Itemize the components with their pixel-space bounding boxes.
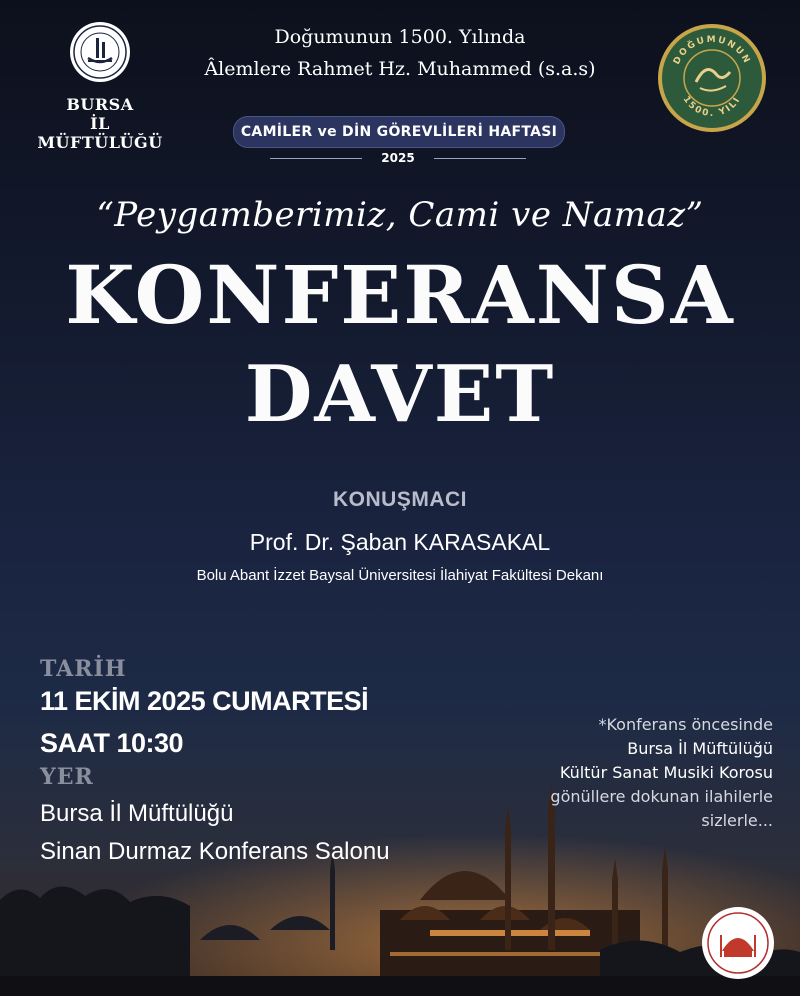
title-line1: KONFERANSA: [65, 248, 735, 342]
note-line2: Bursa İl Müftülüğü: [627, 739, 773, 758]
divider: [434, 158, 526, 159]
diyanet-logo-icon: [68, 20, 132, 84]
title-line2: DAVET: [244, 349, 556, 440]
event-date: 11 EKİM 2025 CUMARTESİ: [40, 686, 369, 716]
heading-line1: Doğumunun 1500. Yılında: [274, 26, 526, 48]
muftuluk-name-line2: İL MÜFTÜLÜĞÜ: [37, 114, 163, 152]
badge-top-text: DOĞUMUNUN: [671, 34, 753, 67]
muftuluk-name-line1: BURSA: [66, 95, 134, 114]
speaker-label: KONUŞMACI: [333, 488, 467, 511]
week-seal-icon: [700, 905, 776, 981]
event-place-line2: Sinan Durmaz Konferans Salonu: [40, 838, 390, 865]
place-label: YER: [40, 764, 94, 790]
subtitle-quote: “Peygamberimiz, Cami ve Namaz”: [96, 195, 704, 235]
note-line3: Kültür Sanat Musiki Korosu: [559, 763, 773, 782]
anniversary-badge-icon: [656, 22, 768, 134]
event-time: SAAT 10:30: [40, 728, 184, 758]
note-line4: gönüllere dokunan ilahilerle: [550, 787, 773, 806]
speaker-name: Prof. Dr. Şaban KARASAKAL: [249, 529, 551, 555]
note-line1: *Konferans öncesinde: [598, 715, 773, 734]
muftuluk-name: [30, 95, 170, 152]
speaker-affiliation: Bolu Abant İzzet Baysal Üniversitesi İlahiyat Fakültesi Dekanı: [196, 567, 604, 584]
week-year: 2025: [381, 151, 415, 165]
badge-bottom-text: 1500. YILI: [680, 94, 744, 120]
event-place-line1: Bursa İl Müftülüğü: [40, 800, 234, 827]
date-label: TARİH: [40, 656, 127, 682]
week-title-pill: CAMİLER ve DİN GÖREVLİLERİ HAFTASI: [233, 116, 565, 148]
note-line5: sizlerle...: [701, 811, 773, 830]
week-year-row: [270, 150, 526, 166]
heading-line2: Âlemlere Rahmet Hz. Muhammed (s.a.s): [204, 58, 596, 80]
